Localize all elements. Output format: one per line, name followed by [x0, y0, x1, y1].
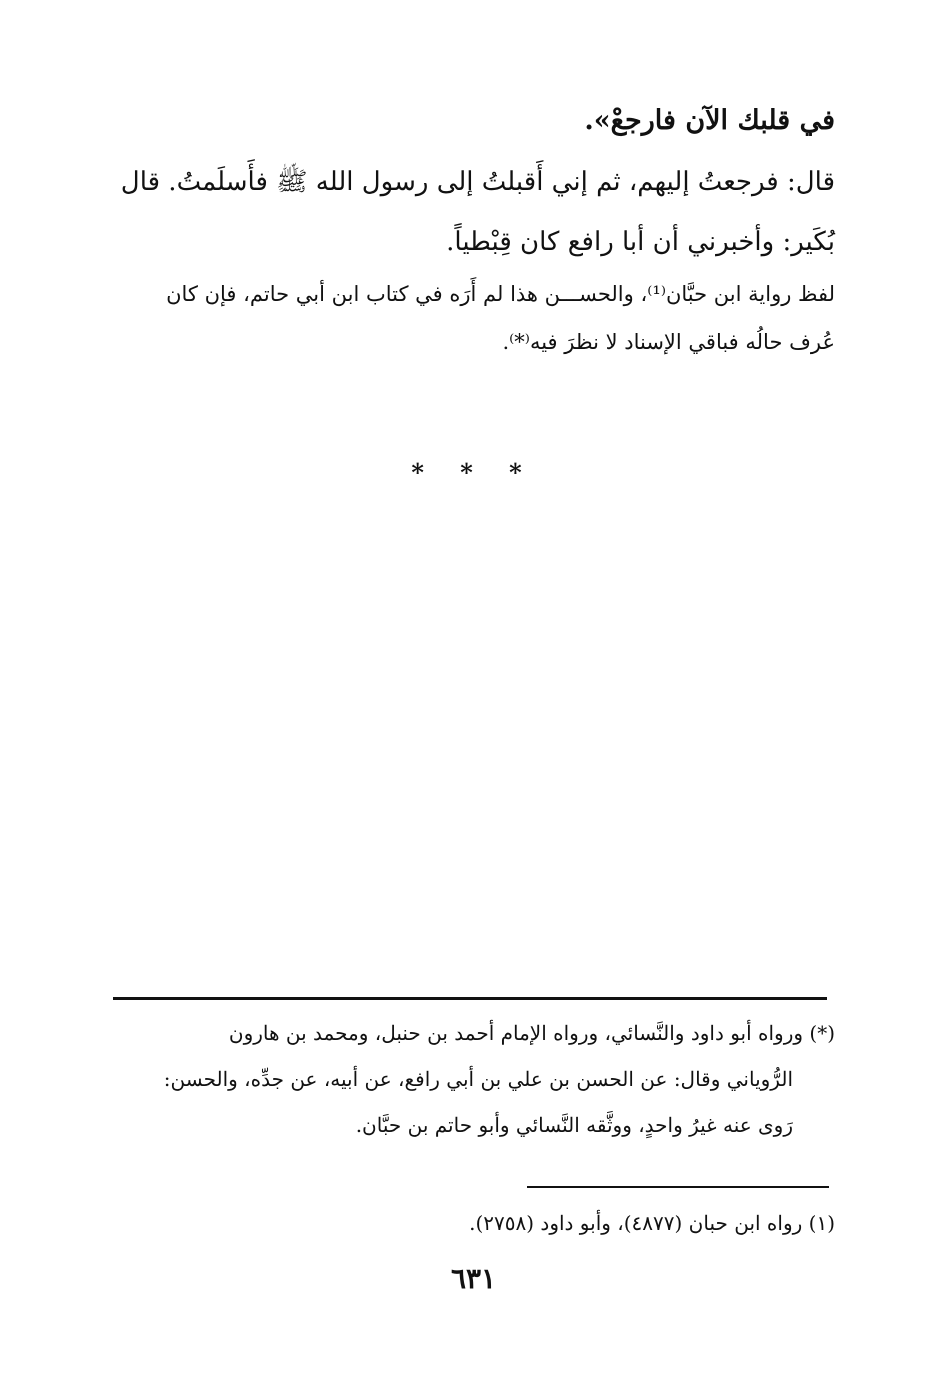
paragraph-commentary [115, 270, 835, 366]
footnote-star-line-3: رَوى عنه غيرُ واحدٍ، ووثَّقه النَّسائي وأبو حاتم بن حبَّان. [355, 1113, 793, 1137]
footnote-divider-long [113, 997, 827, 1000]
page-number: ٦٣١ [450, 1262, 497, 1295]
paragraph-narration [115, 152, 835, 272]
commentary-line-2: عُرف حالُه فباقي الإسناد لا نظرَ فيه⁽*⁾. [502, 330, 835, 354]
footnote-1-text: (١) رواه ابن حبان (٤٨٧٧)، وأبو داود (٢٧٥٨). [469, 1211, 835, 1235]
footnote-divider-short [527, 1186, 829, 1188]
text-line-continuation [115, 96, 835, 146]
footnote-1 [115, 1203, 835, 1243]
footnote-star-line-1: (*) ورواه أبو داود والنَّسائي، ورواه الإمام أحمد بن حنبل، ومحمد بن هارون [228, 1021, 835, 1045]
section-separator-stars: * * * [411, 458, 536, 487]
narration-line-1: قال: فرجعتُ إليهم، ثم إني أَقبلتُ إلى رسول الله ﷺ فأَسلَمتُ. قال [120, 167, 835, 197]
quote-ending: في قلبك الآن فارجعْ». [584, 105, 835, 136]
commentary-line-1: لفظ رواية ابن حبَّان⁽¹⁾، والحســـن هذا لم أَرَه في كتاب ابن أبي حاتم، فإن كان [166, 282, 835, 306]
narration-line-2: بُكَير: وأخبرني أن أبا رافع كان قِبْطياً. [446, 227, 835, 257]
footnote-star [115, 1010, 835, 1148]
footnote-star-line-2: الرُّوياني وقال: عن الحسن بن علي بن أبي رافع، عن أبيه، عن جدِّه، والحسن: [163, 1067, 793, 1091]
